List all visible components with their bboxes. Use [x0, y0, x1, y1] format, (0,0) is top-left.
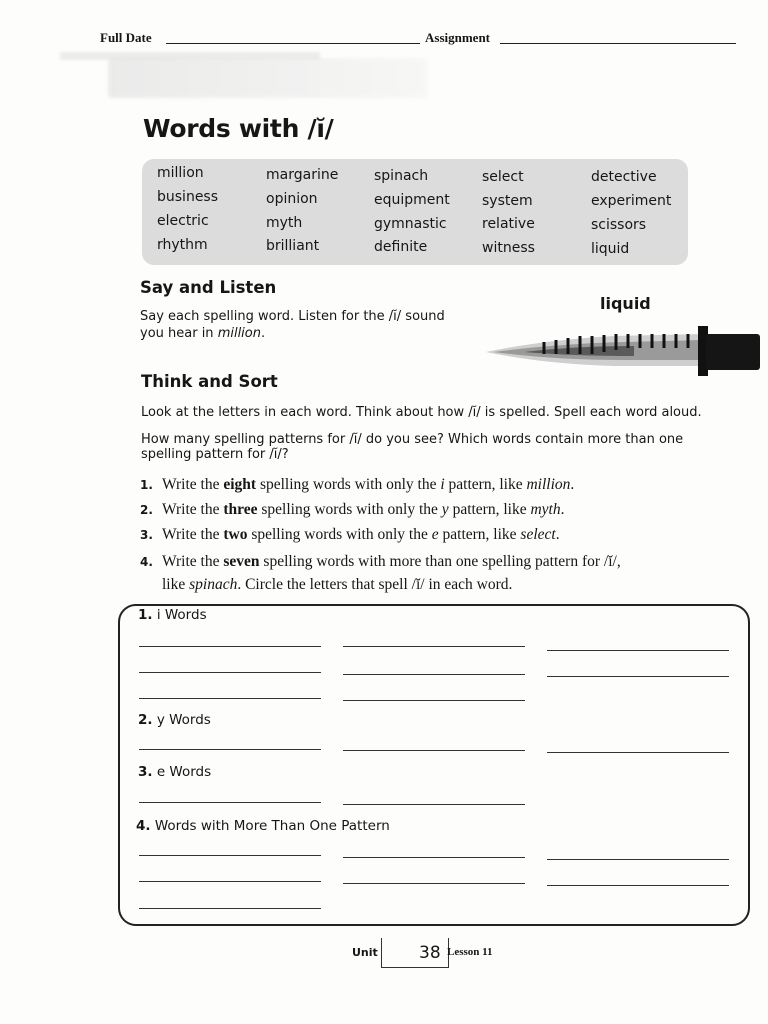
answer-line[interactable]: [139, 698, 321, 699]
say-listen-line1: Say each spelling word. Listen for the /ĭ/ sound: [140, 309, 445, 324]
answer-line[interactable]: [547, 650, 729, 651]
unit-label: Unit: [352, 946, 378, 959]
word: business: [157, 189, 219, 205]
word: relative: [482, 216, 535, 232]
word: experiment: [591, 193, 672, 209]
date-line[interactable]: [166, 43, 420, 44]
answer-line[interactable]: [547, 859, 729, 860]
word: million: [157, 165, 204, 181]
answer-line[interactable]: [343, 700, 525, 701]
page-number: 38: [419, 943, 441, 963]
answer-line[interactable]: [547, 676, 729, 677]
word: gymnastic: [374, 216, 447, 232]
page-title: Words with /ĭ/: [143, 114, 334, 143]
think-sort-p2-line2: spelling pattern for /ĭ/?: [141, 447, 289, 462]
say-listen-line2: you hear in million.: [140, 326, 266, 341]
word: electric: [157, 213, 209, 229]
answer-line[interactable]: [343, 883, 525, 884]
instruction-number: 4.: [140, 555, 153, 569]
dropper-icon: [484, 322, 764, 378]
instruction-1: Write the eight spelling words with only the i pattern, like million.: [162, 476, 575, 493]
lesson-label: Lesson 11: [447, 946, 493, 958]
think-sort-heading: Think and Sort: [141, 372, 278, 391]
word: definite: [374, 239, 428, 255]
answer-line[interactable]: [139, 802, 321, 803]
instruction-4-line2: like spinach. Circle the letters that spell /ĭ/ in each word.: [162, 576, 513, 593]
word: rhythm: [157, 237, 208, 253]
instruction-number: 3.: [140, 528, 153, 542]
word: scissors: [591, 217, 647, 233]
word: margarine: [266, 167, 339, 183]
answer-line[interactable]: [547, 752, 729, 753]
answer-line[interactable]: [343, 674, 525, 675]
answer-line[interactable]: [139, 749, 321, 750]
word: brilliant: [266, 238, 320, 254]
answer-line[interactable]: [139, 881, 321, 882]
word: equipment: [374, 192, 450, 208]
instruction-number: 1.: [140, 478, 153, 492]
answer-line[interactable]: [139, 646, 321, 647]
answer-line[interactable]: [139, 908, 321, 909]
instruction-2: Write the three spelling words with only the y pattern, like myth.: [162, 501, 565, 518]
instruction-number: 2.: [140, 503, 153, 517]
word: opinion: [266, 191, 318, 207]
answer-line[interactable]: [139, 672, 321, 673]
section-e-words-label: 3. e Words: [138, 764, 212, 780]
think-sort-p1: Look at the letters in each word. Think about how /ĭ/ is spelled. Spell each word aloud.: [141, 405, 702, 420]
word: witness: [482, 240, 535, 256]
answer-line[interactable]: [547, 885, 729, 886]
answer-line[interactable]: [343, 857, 525, 858]
answer-line[interactable]: [343, 804, 525, 805]
answer-box: [118, 604, 750, 926]
assignment-label: Assignment: [425, 30, 491, 45]
think-sort-p2-line1: How many spelling patterns for /ĭ/ do you see? Which words contain more than one: [141, 432, 684, 447]
word: myth: [266, 215, 303, 231]
word: select: [482, 169, 524, 185]
word: spinach: [374, 168, 429, 184]
answer-line[interactable]: [343, 646, 525, 647]
answer-line[interactable]: [139, 855, 321, 856]
instruction-4-line1: Write the seven spelling words with more than one spelling pattern for /ĭ/,: [162, 553, 621, 570]
bleed-through-smudge: [108, 58, 428, 98]
section-i-words-label: 1. i Words: [138, 607, 207, 623]
assignment-line[interactable]: [500, 43, 736, 44]
word: system: [482, 193, 533, 209]
illustration-label: liquid: [600, 294, 651, 313]
section-multi-pattern-label: 4. Words with More Than One Pattern: [136, 818, 390, 834]
word: detective: [591, 169, 657, 185]
answer-line[interactable]: [343, 750, 525, 751]
instruction-3: Write the two spelling words with only the e pattern, like select.: [162, 526, 560, 543]
word: liquid: [591, 241, 630, 257]
date-label: Full Date: [100, 30, 152, 45]
section-y-words-label: 2. y Words: [138, 712, 211, 728]
say-listen-heading: Say and Listen: [140, 278, 277, 297]
